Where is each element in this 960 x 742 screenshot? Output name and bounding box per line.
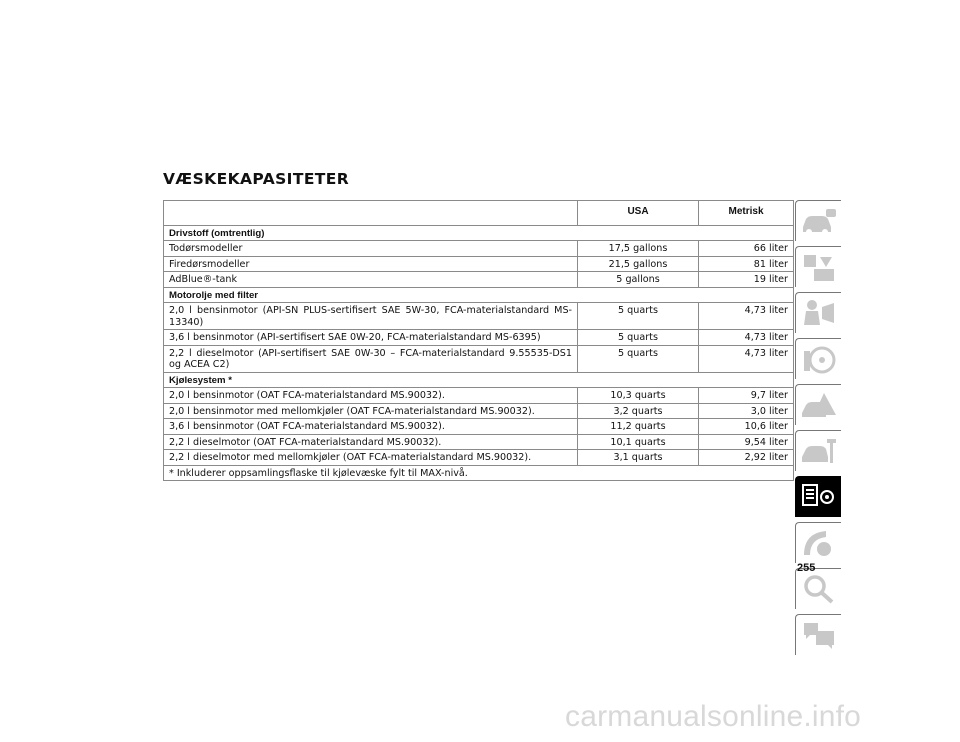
- row-metric: 4,73 liter: [699, 330, 794, 346]
- row-usa: 11,2 quarts: [578, 419, 699, 435]
- row-usa: 3,1 quarts: [578, 450, 699, 466]
- car-info-icon: [800, 205, 838, 237]
- row-usa: 17,5 gallons: [578, 241, 699, 257]
- section-heading-oil: [164, 287, 794, 303]
- table-row: [164, 419, 794, 435]
- table-row: [164, 434, 794, 450]
- steering-wheel-icon: [800, 343, 838, 375]
- table-row: [164, 450, 794, 466]
- row-label: 2,0 l bensinmotor (API-SN PLUS-sertifisert SAE 5W-30, FCA-materialstandard MS-13340): [164, 303, 578, 330]
- tab-technical-specs[interactable]: [795, 476, 841, 517]
- languages-icon: [800, 619, 838, 651]
- tab-safety[interactable]: [795, 292, 841, 333]
- page-title: VÆSKEKAPASITETER: [163, 170, 350, 188]
- table-row: [164, 303, 794, 330]
- table-row: [164, 272, 794, 288]
- safety-airbag-icon: [800, 297, 838, 329]
- header-usa: USA: [578, 201, 699, 226]
- row-usa: 5 quarts: [578, 303, 699, 330]
- row-label: AdBlue®-tank: [164, 272, 578, 288]
- fluid-capacities-table: [163, 200, 794, 481]
- row-label: 2,2 l dieselmotor (OAT FCA-materialstandard MS.90032).: [164, 434, 578, 450]
- row-metric: 81 liter: [699, 256, 794, 272]
- tab-car-info[interactable]: [795, 200, 841, 241]
- footnote-row: [164, 465, 794, 481]
- row-metric: 4,73 liter: [699, 345, 794, 372]
- row-usa: 5 gallons: [578, 272, 699, 288]
- row-metric: 19 liter: [699, 272, 794, 288]
- table-row: [164, 345, 794, 372]
- row-label: 3,6 l bensinmotor (API-sertifisert SAE 0W-20, FCA-materialstandard MS-6395): [164, 330, 578, 346]
- row-label: 2,0 l bensinmotor med mellomkjøler (OAT FCA-materialstandard MS.90032).: [164, 403, 578, 419]
- table-header-row: [164, 201, 794, 226]
- section-heading: Drivstoff (omtrentlig): [164, 225, 794, 241]
- row-metric: 3,0 liter: [699, 403, 794, 419]
- tab-index[interactable]: [795, 568, 841, 609]
- table-row: [164, 330, 794, 346]
- tab-multimedia[interactable]: [795, 522, 841, 563]
- row-metric: 2,92 liter: [699, 450, 794, 466]
- section-heading-fuel: [164, 225, 794, 241]
- table-row: [164, 388, 794, 404]
- tab-driving[interactable]: [795, 338, 841, 379]
- multimedia-icon: [800, 527, 838, 559]
- row-metric: 10,6 liter: [699, 419, 794, 435]
- search-index-icon: [800, 573, 838, 605]
- service-maintenance-icon: [800, 435, 838, 467]
- row-usa: 10,3 quarts: [578, 388, 699, 404]
- row-usa: 5 quarts: [578, 345, 699, 372]
- section-heading: Motorolje med filter: [164, 287, 794, 303]
- row-usa: 3,2 quarts: [578, 403, 699, 419]
- row-metric: 4,73 liter: [699, 303, 794, 330]
- row-usa: 5 quarts: [578, 330, 699, 346]
- header-metric: Metrisk: [699, 201, 794, 226]
- row-label: Firedørsmodeller: [164, 256, 578, 272]
- dashboard-warning-icon: [800, 251, 838, 283]
- row-usa: 21,5 gallons: [578, 256, 699, 272]
- watermark: carmanualsonline.info: [565, 700, 862, 733]
- row-label: 2,2 l dieselmotor (API-sertifisert SAE 0W-30 – FCA-materialstandard 9.55535-DS1 og ACEA C2): [164, 345, 578, 372]
- tab-dashboard[interactable]: [795, 246, 841, 287]
- row-metric: 9,54 liter: [699, 434, 794, 450]
- footnote: * Inkluderer oppsamlingsflaske til kjølevæske fylt til MAX-nivå.: [164, 465, 794, 481]
- tab-languages[interactable]: [795, 614, 841, 655]
- header-label: [164, 201, 578, 226]
- table-row: [164, 241, 794, 257]
- section-heading: Kjølesystem *: [164, 372, 794, 388]
- row-metric: 66 liter: [699, 241, 794, 257]
- tab-emergency[interactable]: [795, 384, 841, 425]
- emergency-icon: [800, 389, 838, 421]
- section-heading-cooling: [164, 372, 794, 388]
- table-row: [164, 256, 794, 272]
- row-label: 2,0 l bensinmotor (OAT FCA-materialstandard MS.90032).: [164, 388, 578, 404]
- row-label: 2,2 l dieselmotor med mellomkjøler (OAT FCA-materialstandard MS.90032).: [164, 450, 578, 466]
- table-row: [164, 403, 794, 419]
- technical-specs-icon: [800, 481, 838, 513]
- row-label: Todørsmodeller: [164, 241, 578, 257]
- row-usa: 10,1 quarts: [578, 434, 699, 450]
- page-number: 255: [797, 562, 816, 574]
- chapter-tabs: [795, 200, 841, 660]
- row-label: 3,6 l bensinmotor (OAT FCA-materialstandard MS.90032).: [164, 419, 578, 435]
- row-metric: 9,7 liter: [699, 388, 794, 404]
- tab-service[interactable]: [795, 430, 841, 471]
